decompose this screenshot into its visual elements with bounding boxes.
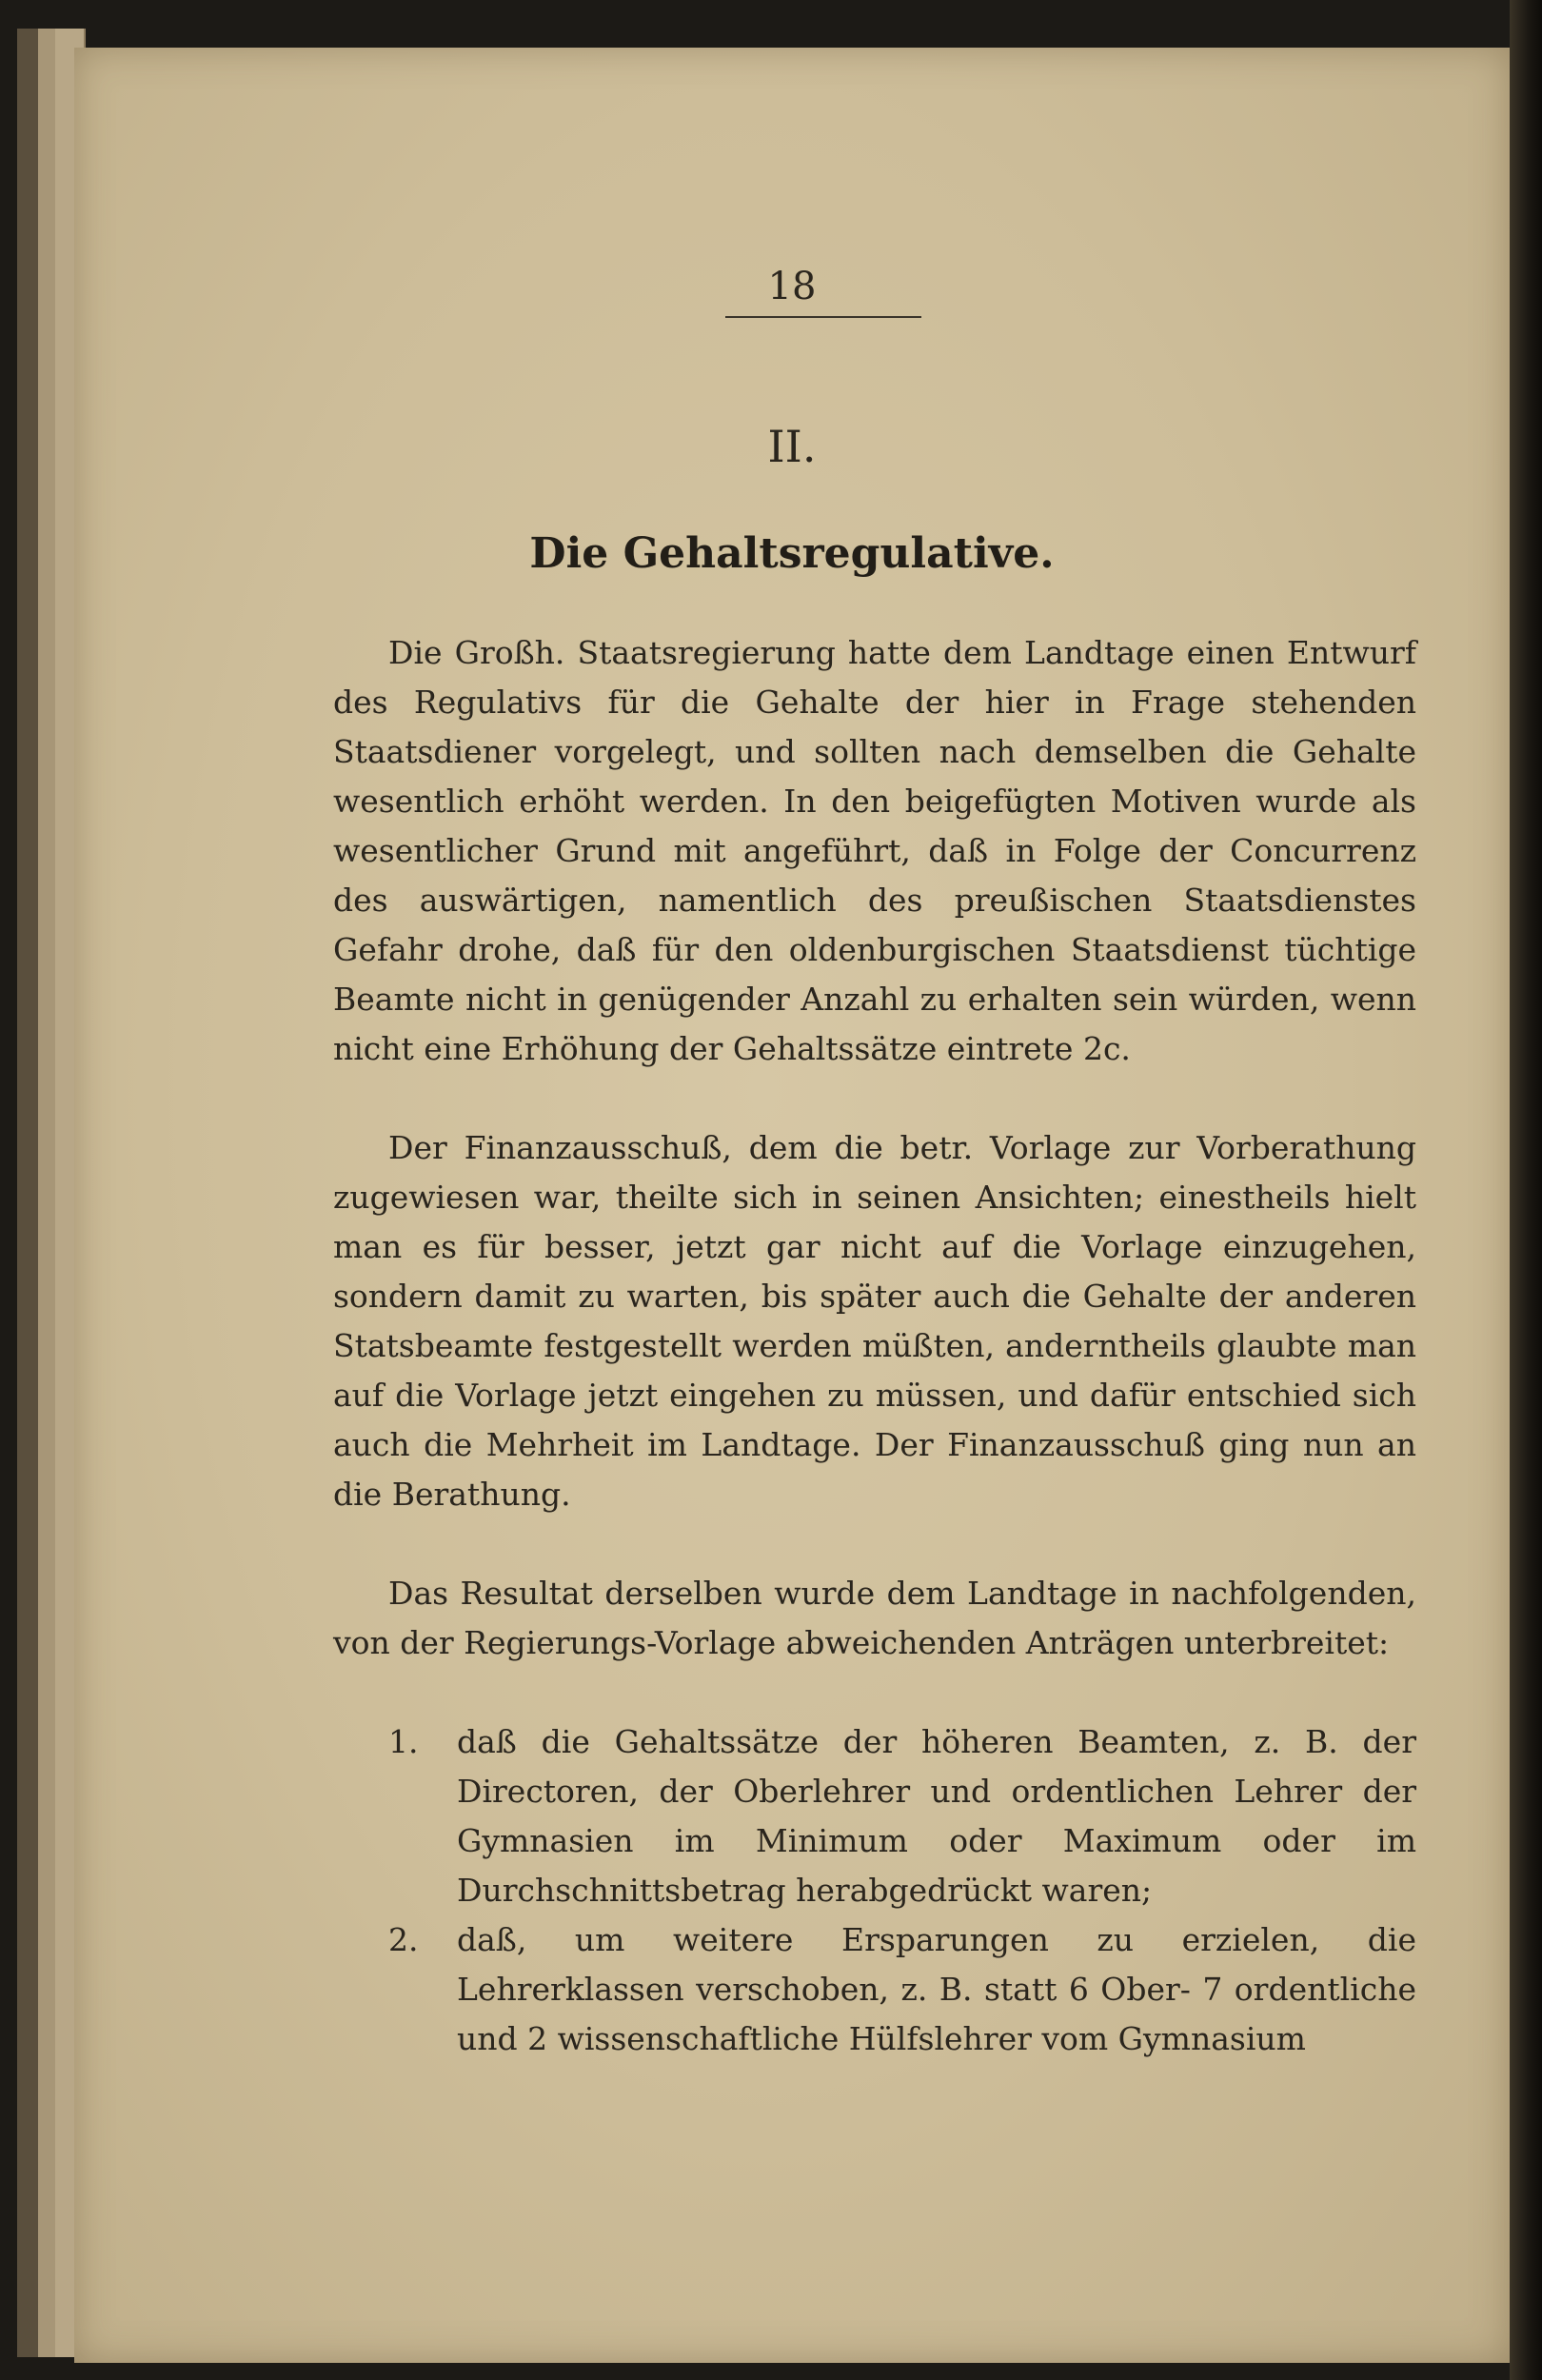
page-sheet [74,48,1510,2363]
section-number: II. [767,421,817,472]
list-item-number: 2. [388,1921,419,1958]
list-item-text: daß, um weitere Ersparungen zu erzielen, die Lehrerklassen verschoben, z. B. statt 6 Ober- 7 ordentliche und 2 wissenschaftliche Hülfslehrer vom Gymnasium [457,1921,1416,2057]
header-rule [725,316,921,318]
list-item-number: 1. [388,1723,419,1760]
paragraph: Die Großh. Staatsregierung hatte dem Landtage einen Entwurf des Regulativs für die Gehalte der hier in Frage stehenden Staatsdiener vorgelegt, und sollten nach demselben die Gehalte wesentlich erhöht werden. In den beigefügten Motiven wurde als wesentlicher Grund mit angeführt, daß in Folge der Concurrenz des auswärtigen, namentlich des preußischen Staatsdienstes Gefahr drohe, daß für den oldenburgischen Staatsdienst tüchtige Beamte nicht in genügender Anzahl zu erhalten sein würden, wenn nicht eine Erhöhung der Gehaltssätze eintrete 2c. [333,634,1416,1067]
list-item [333,1915,1416,2064]
section-title: Die Gehaltsregulative. [529,529,1055,578]
list-item [333,1717,1416,1915]
paragraph: Der Finanzausschuß, dem die betr. Vorlage zur Vorberathung zugewiesen war, theilte sich in seinen Ansichten; einestheils hielt man es für besser, jetzt gar nicht auf die Vorlage einzugehen, sondern damit zu warten, bis später auch die Gehalte der anderen Statsbeamte festgestellt werden müßten, anderntheils glaubte man auf die Vorlage jetzt eingehen zu müssen, und dafür entschied sich auch die Mehrheit im Landtage. Der Finanzausschuß ging nun an die Berathung. [333,1129,1416,1513]
paragraph: Das Resultat derselben wurde dem Landtage in nachfolgenden, von der Regierungs-Vorlage abweichenden Anträgen unterbreitet: [333,1575,1416,1661]
list-item-text: daß die Gehaltssätze der höheren Beamten, z. B. der Directoren, der Oberlehrer und ordentlichen Lehrer der Gymnasien im Minimum oder Maximum oder im Durchschnittsbetrag herabgedrückt waren; [457,1723,1416,1909]
page-number: 18 [767,265,817,308]
book-spine [1510,0,1542,2380]
